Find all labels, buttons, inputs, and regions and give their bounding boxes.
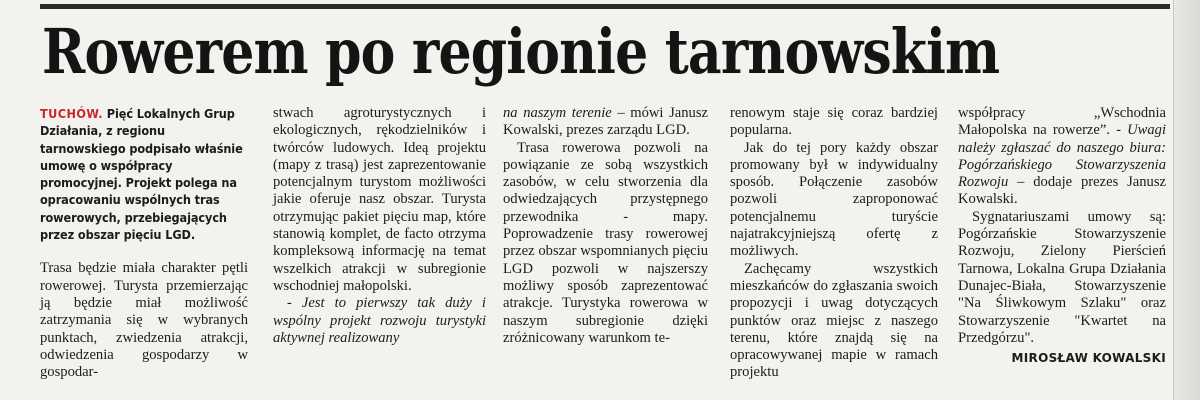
lead-text: Pięć Lokalnych Grup Działania, z regionu tarnowskiego podpisało właśnie umowę o współpracy promocyjnej. Projekt polega na opracowaniu wspólnych tras rowerowych, przebiegających przez obszar pięciu LGD.: [40, 106, 243, 243]
column-4: [730, 105, 938, 382]
paragraph-1-end: stwach agroturystycznych i ekologicznych, rękodzielników i twórców ludowych. Ideą projektu (mapy z trasą) jest zaprezentowanie potencjalnym turystom możliwości jakie oferuje nasz obszar. Turysta otrzymując pakiet pięciu map, które stanowią komplet, de facto otrzyma kompleksową informację na temat wszelkich atrakcji w subregionie wschodniej małopolski.: [273, 105, 486, 294]
article-lead: [40, 105, 248, 243]
paragraph-4-start: Zachęcamy wszystkich mieszkańców do zgłaszania swoich propozycji i uwag dotyczących punktów oraz miejsc z naszego terenu, które znajdą się na opracowywanej mapie w ramach projektu: [730, 260, 938, 381]
column-5: [958, 105, 1166, 367]
paragraph-5: Sygnatariuszami umowy są: Pogórzańskie Stowarzyszenie Rozwoju, Zielony Pierścień Tarnowa, Lokalna Grupa Działania Dunajec-Biała, Stowarzyszenie "Na Śliwkowym Szlaku" oraz Stowarzyszenie "Kwartet na Przedgórzu".: [958, 208, 1166, 346]
quote-2: Uwagi należy zgłaszać do naszego biura: Pogórzańskiego Stowarzyszenia Rozwoju: [958, 122, 1166, 191]
article-author: MIROSŁAW KOWALSKI: [1011, 351, 1166, 366]
page-edge: [1173, 0, 1200, 400]
article-body: [40, 100, 1165, 400]
quote-1-end: na naszym terenie – mówi Janusz Kowalski, prezes zarządu LGD.: [503, 105, 708, 139]
article-headline: Rowerem po regionie tarnowskim: [42, 15, 1000, 88]
column-1: [40, 105, 248, 381]
quote-2-attribution: – dodaje prezes Janusz Kowalski.: [958, 174, 1166, 208]
paragraph-1-start: Trasa będzie miała charakter pętli rowerowej. Turysta przemierzając ją będzie miał możliwość zatrzymania się w wybranych punktach, zwiedzenia atrakcji, odwiedzenia gospodarzy w gospodar-: [40, 260, 248, 381]
quote-1-start: - Jest to pierwszy tak duży i wspólny projekt rozwoju turystyki aktywnej realizowany: [273, 295, 486, 346]
lead-city: TUCHÓW.: [40, 106, 103, 121]
top-rule: [40, 4, 1170, 9]
paragraph-4-end: współpracy „Wschodnia Małopolska na rowerze”. - Uwagi należy zgłaszać do naszego biura: Pogórzańskiego Stowarzyszenia Rozwoju – dodaje prezes Janusz Kowalski.: [958, 105, 1166, 208]
column-3: [503, 105, 708, 347]
column-2: [273, 105, 486, 347]
paragraph-2-end: renowym staje się coraz bardziej popularna.: [730, 105, 938, 139]
paragraph-3: Jak do tej pory każdy obszar promowany był w indywidualny sposób. Połączenie zasobów pozwoli zaproponować potencjalnemu turyście najatrakcyjniejszą ofertę z możliwych.: [730, 139, 938, 260]
paragraph-2: Trasa rowerowa pozwoli na powiązanie ze sobą wszystkich zasobów, w celu stworzenia dla odwiedzających przystępnego przewodnika - mapy. Poprowadzenie trasy rowerowej przez obszar wspomnianych pięciu LGD pozwoli w najszerszy możliwy sposób zaprezentować atrakcje. Turystyka rowerowa w naszym subregionie dzięki zróżnicowany warunkom te-: [503, 139, 708, 346]
